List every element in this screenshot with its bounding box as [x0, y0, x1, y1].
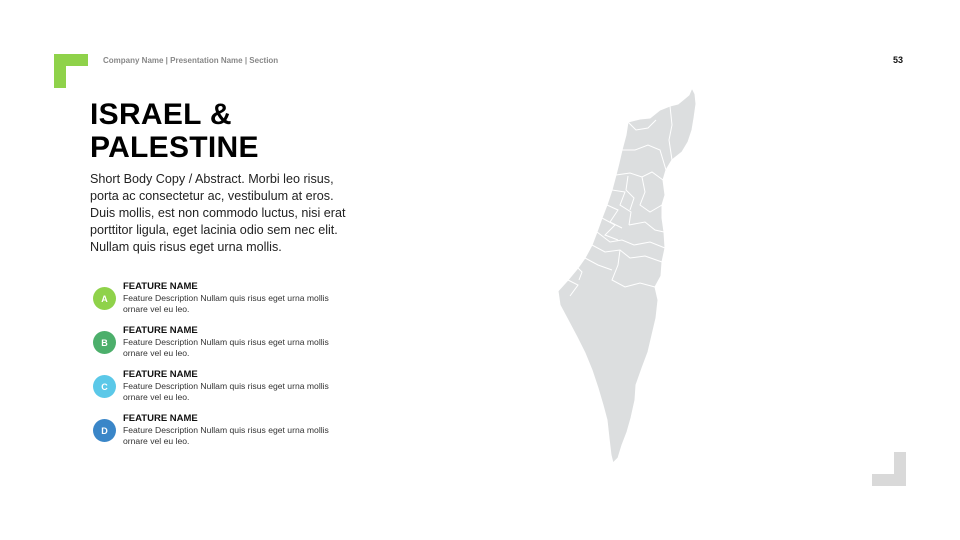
feature-item-d — [92, 413, 352, 457]
corner-bar-vertical — [54, 54, 66, 88]
feature-name: FEATURE NAME — [123, 413, 198, 424]
feature-item-b — [92, 325, 352, 369]
feature-badge-a: A — [93, 287, 116, 310]
map-outline — [558, 88, 696, 463]
feature-item-a — [92, 281, 352, 325]
breadcrumb: Company Name | Presentation Name | Section — [103, 56, 279, 65]
body-copy: Short Body Copy / Abstract. Morbi leo risus, porta ac consectetur ac, vestibulum at eros. Duis mollis, est non commodo luctus, nisi erat porttitor ligula, eget lacinia odio sem nec elit. Nullam quis risus eget urna mollis. — [90, 172, 346, 254]
corner-accent-bottom-right — [872, 452, 906, 486]
corner-bar-vertical — [894, 452, 906, 486]
feature-description: Feature Description Nullam quis risus eget urna mollis ornare vel eu leo. — [123, 425, 329, 446]
feature-badge-b: B — [93, 331, 116, 354]
feature-name: FEATURE NAME — [123, 325, 198, 336]
title-line-1: ISRAEL & — [90, 98, 232, 131]
feature-description: Feature Description Nullam quis risus eget urna mollis ornare vel eu leo. — [123, 337, 329, 358]
feature-list — [92, 281, 352, 457]
feature-description: Feature Description Nullam quis risus eget urna mollis ornare vel eu leo. — [123, 293, 329, 314]
feature-badge-d: D — [93, 419, 116, 442]
page-title — [90, 98, 410, 164]
title-line-2: PALESTINE — [90, 131, 259, 164]
feature-item-c — [92, 369, 352, 413]
feature-name: FEATURE NAME — [123, 281, 198, 292]
feature-description: Feature Description Nullam quis risus eget urna mollis ornare vel eu leo. — [123, 381, 329, 402]
israel-palestine-map — [540, 80, 710, 470]
feature-name: FEATURE NAME — [123, 369, 198, 380]
feature-badge-c: C — [93, 375, 116, 398]
page-number: 53 — [893, 55, 904, 65]
corner-accent-top-left — [54, 54, 88, 88]
